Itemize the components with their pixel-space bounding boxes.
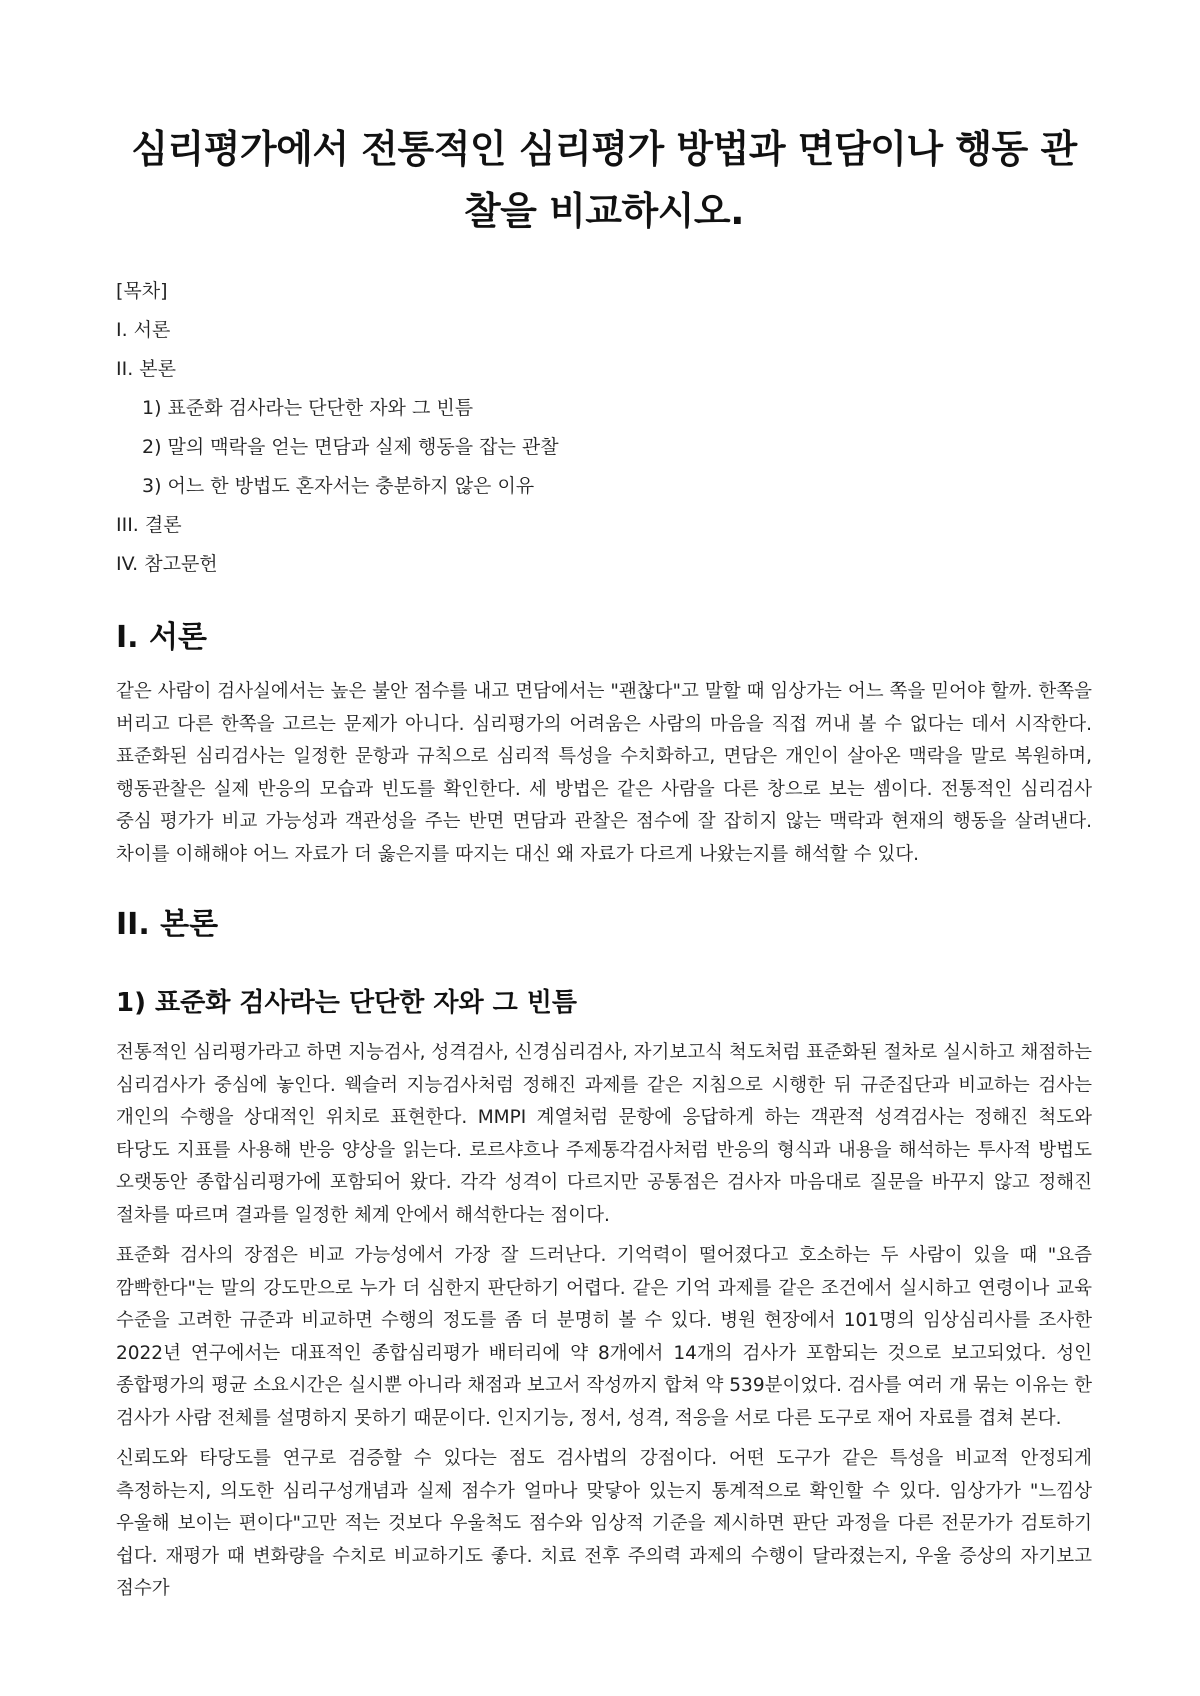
subsection-heading-1: 1) 표준화 검사라는 단단한 자와 그 빈틈 xyxy=(116,988,578,1018)
section-heading-intro: I. 서론 xyxy=(116,620,207,655)
toc-item-body-2: 2) 말의 맥락을 얻는 면담과 실제 행동을 잡는 관찰 xyxy=(142,436,559,458)
toc-heading: [목차] xyxy=(116,280,168,302)
section-heading-body: II. 본론 xyxy=(116,907,219,942)
document-title: 심리평가에서 전통적인 심리평가 방법과 면담이나 행동 관찰을 비교하시오. xyxy=(131,127,1077,233)
toc-item-body: II. 본론 xyxy=(116,358,176,380)
toc-item-conclusion: III. 결론 xyxy=(116,514,182,536)
toc-item-references: IV. 참고문헌 xyxy=(116,553,218,575)
body-paragraph: 신뢰도와 타당도를 연구로 검증할 수 있다는 점도 검사법의 강점이다. 어떤 도구가 같은 특성을 비교적 안정되게 측정하는지, 의도한 심리구성개념과 실제 점수가 얼마나 맞닿아 있는지 통계적으로 확인할 수 있다. 임상가가 "느낌상 우울해 보이는 편이다"고만 적는 것보다 우울척도 점수와 임상적 기준을 제시하면 판단 과정을 다른 전문가가 검토하기 쉽다. 재평가 때 변화량을 수치로 비교하기도 좋다. 치료 전후 주의력 과제의 수행이 달라졌는지, 우울 증상의 자기보고 점수가 xyxy=(116,1448,1092,1599)
toc-item-body-1: 1) 표준화 검사라는 단단한 자와 그 빈틈 xyxy=(142,397,474,419)
toc-item-intro: I. 서론 xyxy=(116,319,171,341)
toc-item-body-3: 3) 어느 한 방법도 혼자서는 충분하지 않은 이유 xyxy=(142,475,535,497)
body-paragraph: 전통적인 심리평가라고 하면 지능검사, 성격검사, 신경심리검사, 자기보고식 척도처럼 표준화된 절차로 실시하고 채점하는 심리검사가 중심에 놓인다. 웩슬러 지능검사처럼 정해진 과제를 같은 지침으로 시행한 뒤 규준집단과 비교하는 검사는 개인의 수행을 상대적인 위치로 표현한다. MMPI 계열처럼 문항에 응답하게 하는 객관적 성격검사는 정해진 척도와 타당도 지표를 사용해 반응 양상을 읽는다. 로르샤흐나 주제통각검사처럼 반응의 형식과 내용을 해석하는 투사적 방법도 오랫동안 종합심리평가에 포함되어 왔다. 각각 성격이 다르지만 공통점은 검사자 마음대로 질문을 바꾸지 않고 정해진 절차를 따르며 결과를 일정한 체계 안에서 해석한다는 점이다. xyxy=(116,1042,1092,1226)
document-page xyxy=(116,0,1092,1614)
table-of-contents xyxy=(116,272,1092,584)
body-paragraph: 표준화 검사의 장점은 비교 가능성에서 가장 잘 드러난다. 기억력이 떨어졌다고 호소하는 두 사람이 있을 때 "요즘 깜빡한다"는 말의 강도만으로 누가 더 심한지 판단하기 어렵다. 같은 기억 과제를 같은 조건에서 실시하고 연령이나 교육 수준을 고려한 규준과 비교하면 수행의 정도를 좀 더 분명히 볼 수 있다. 병원 현장에서 101명의 임상심리사를 조사한 2022년 연구에서는 대표적인 종합심리평가 배터리에 약 8개에서 14개의 검사가 포함되는 것으로 보고되었다. 성인 종합평가의 평균 소요시간은 실시뿐 아니라 채점과 보고서 작성까지 합쳐 약 539분이었다. 검사를 여러 개 묶는 이유는 한 검사가 사람 전체를 설명하지 못하기 때문이다. 인지기능, 정서, 성격, 적응을 서로 다른 도구로 재어 자료를 겹쳐 본다. xyxy=(116,1245,1092,1429)
intro-paragraph: 같은 사람이 검사실에서는 높은 불안 점수를 내고 면담에서는 "괜찮다"고 말할 때 임상가는 어느 쪽을 믿어야 할까. 한쪽을 버리고 다른 한쪽을 고르는 문제가 아니다. 심리평가의 어려움은 사람의 마음을 직접 꺼내 볼 수 없다는 데서 시작한다. 표준화된 심리검사는 일정한 문항과 규칙으로 심리적 특성을 수치화하고, 면담은 개인이 살아온 맥락을 말로 복원하며, 행동관찰은 실제 반응의 모습과 빈도를 확인한다. 세 방법은 같은 사람을 다른 창으로 보는 셈이다. 전통적인 심리검사 중심 평가가 비교 가능성과 객관성을 주는 반면 면담과 관찰은 점수에 잘 잡히지 않는 맥락과 현재의 행동을 살려낸다. 차이를 이해해야 어느 자료가 더 옳은지를 따지는 대신 왜 자료가 다르게 나왔는지를 해석할 수 있다. xyxy=(116,681,1092,865)
